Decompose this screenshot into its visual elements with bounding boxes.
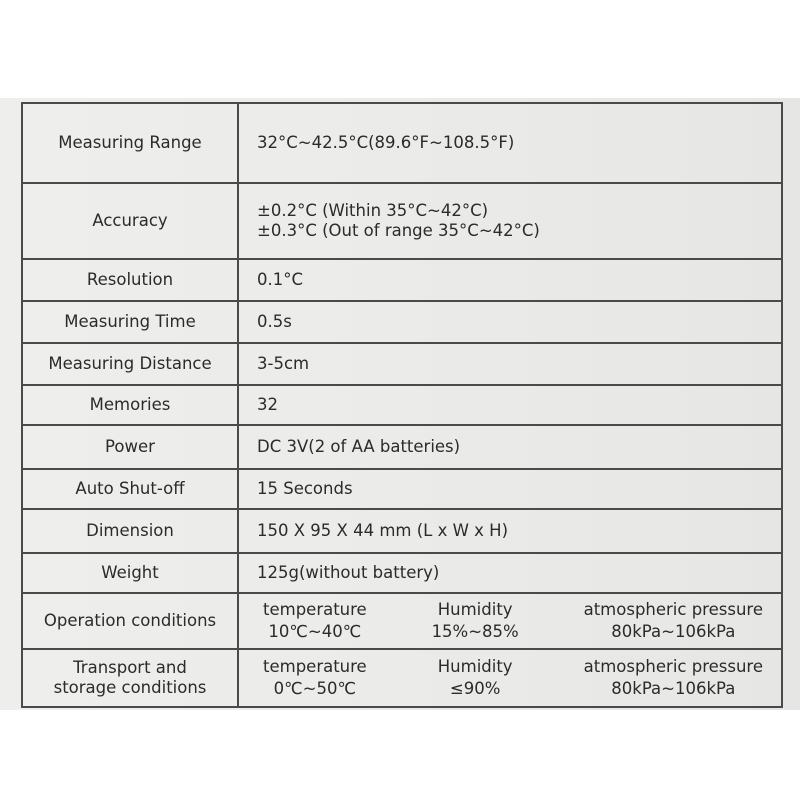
condition-range: 80kPa~106kPa (611, 622, 736, 641)
table-row (22, 385, 782, 425)
condition-range: 15%~85% (431, 622, 519, 641)
row-value-measuring-range: 32°C~42.5°C(89.6°F~108.5°F) (238, 103, 782, 183)
transport-temperature (263, 656, 367, 700)
condition-name: temperature (263, 600, 367, 619)
label-line-2: storage conditions (53, 678, 207, 697)
row-value-power: DC 3V(2 of AA batteries) (238, 425, 782, 469)
row-value-auto-shut-off: 15 Seconds (238, 469, 782, 509)
operation-temperature (263, 599, 367, 643)
row-label-memories: Memories (22, 385, 238, 425)
condition-name: atmospheric pressure (583, 657, 763, 676)
row-label-power: Power (22, 425, 238, 469)
condition-range: ≤90% (449, 679, 501, 698)
table-row (22, 593, 782, 649)
table-row (22, 259, 782, 301)
condition-name: Humidity (437, 600, 513, 619)
specification-table (21, 102, 783, 708)
row-value-measuring-distance: 3-5cm (238, 343, 782, 385)
row-label-measuring-distance: Measuring Distance (22, 343, 238, 385)
row-value-resolution: 0.1°C (238, 259, 782, 301)
table-row (22, 103, 782, 183)
row-label-auto-shut-off: Auto Shut-off (22, 469, 238, 509)
condition-range: 10℃~40℃ (268, 622, 362, 641)
table-row (22, 509, 782, 553)
table-row (22, 301, 782, 343)
condition-range: 0℃~50℃ (273, 679, 357, 698)
table-row (22, 183, 782, 259)
accuracy-line-2: ±0.3°C (Out of range 35°C~42°C) (257, 221, 540, 240)
row-label-measuring-range: Measuring Range (22, 103, 238, 183)
row-label-accuracy: Accuracy (22, 183, 238, 259)
transport-pressure (584, 656, 763, 700)
table-row (22, 469, 782, 509)
table-row (22, 553, 782, 593)
table-row (22, 343, 782, 385)
row-value-measuring-time: 0.5s (238, 301, 782, 343)
operation-pressure (584, 599, 763, 643)
row-label-weight: Weight (22, 553, 238, 593)
row-value-accuracy (238, 183, 782, 259)
operation-humidity (432, 599, 519, 643)
row-label-transport-storage (22, 649, 238, 707)
row-label-operation-conditions: Operation conditions (22, 593, 238, 649)
row-value-dimension: 150 X 95 X 44 mm (L x W x H) (238, 509, 782, 553)
row-value-memories: 32 (238, 385, 782, 425)
accuracy-line-1: ±0.2°C (Within 35°C~42°C) (257, 201, 489, 220)
condition-name: Humidity (437, 657, 513, 676)
table-row (22, 425, 782, 469)
row-value-transport-storage (238, 649, 782, 707)
condition-name: temperature (263, 657, 367, 676)
condition-range: 80kPa~106kPa (611, 679, 736, 698)
transport-humidity (438, 656, 513, 700)
row-value-operation-conditions (238, 593, 782, 649)
row-label-measuring-time: Measuring Time (22, 301, 238, 343)
row-value-weight: 125g(without battery) (238, 553, 782, 593)
table-row (22, 649, 782, 707)
row-label-dimension: Dimension (22, 509, 238, 553)
row-label-resolution: Resolution (22, 259, 238, 301)
condition-name: atmospheric pressure (583, 600, 763, 619)
label-line-1: Transport and (73, 658, 187, 677)
